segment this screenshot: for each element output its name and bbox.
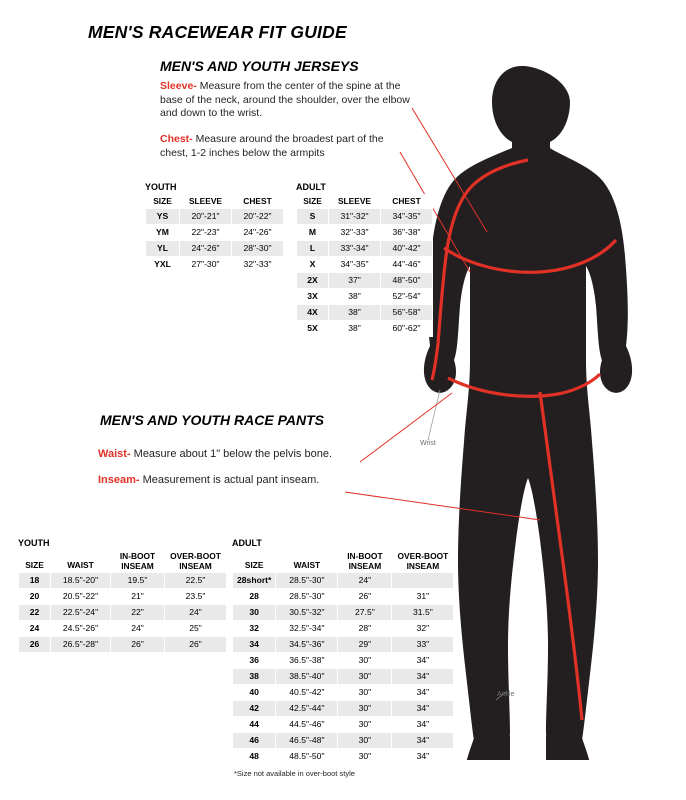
waist-description bbox=[98, 448, 378, 462]
cell-in-boot: 26" bbox=[338, 589, 392, 605]
table-row bbox=[233, 733, 454, 749]
cell-size: 4X bbox=[297, 305, 329, 321]
cell-sleeve: 24"-26" bbox=[180, 241, 232, 257]
cell-in-boot: 29" bbox=[338, 637, 392, 653]
cell-waist: 46.5"-48" bbox=[276, 733, 338, 749]
cell-waist: 38.5"-40" bbox=[276, 669, 338, 685]
ankle-label: Ankle bbox=[497, 691, 515, 698]
cell-size: M bbox=[297, 225, 329, 241]
table-row bbox=[233, 749, 454, 765]
cell-size: 3X bbox=[297, 289, 329, 305]
table-row bbox=[297, 225, 433, 241]
cell-size: 28 bbox=[233, 589, 276, 605]
cell-size: 26 bbox=[19, 637, 51, 653]
adult-jersey-table-body bbox=[297, 209, 433, 337]
youth-pants-table-label: YOUTH bbox=[18, 538, 50, 548]
adult-pants-table-label: ADULT bbox=[232, 538, 262, 548]
youth-pants-table bbox=[18, 550, 227, 653]
adult-jersey-table-wrap bbox=[296, 182, 433, 337]
youth-jersey-table bbox=[145, 194, 284, 273]
col-waist: WAIST bbox=[276, 550, 338, 573]
cell-size: L bbox=[297, 241, 329, 257]
table-row bbox=[233, 669, 454, 685]
cell-in-boot: 27.5" bbox=[338, 605, 392, 621]
cell-over-boot: 34" bbox=[392, 749, 454, 765]
waist-description-text: Measure about 1" below the pelvis bone. bbox=[130, 448, 333, 460]
col-size: SIZE bbox=[19, 550, 51, 573]
cell-in-boot: 30" bbox=[338, 653, 392, 669]
cell-chest: 20"-22" bbox=[232, 209, 284, 225]
cell-over-boot: 23.5" bbox=[165, 589, 227, 605]
cell-over-boot bbox=[392, 573, 454, 589]
waist-keyword: Waist- bbox=[98, 448, 131, 460]
table-row bbox=[19, 573, 227, 589]
cell-size: S bbox=[297, 209, 329, 225]
cell-waist: 28.5"-30" bbox=[276, 573, 338, 589]
table-row bbox=[19, 621, 227, 637]
col-over-boot-inseam bbox=[165, 550, 227, 573]
cell-waist: 48.5"-50" bbox=[276, 749, 338, 765]
adult-jersey-table-label: ADULT bbox=[296, 182, 326, 192]
sleeve-keyword: Sleeve- bbox=[160, 80, 197, 92]
cell-over-boot: 34" bbox=[392, 653, 454, 669]
table-row bbox=[233, 605, 454, 621]
table-row bbox=[19, 589, 227, 605]
cell-size: YXL bbox=[146, 257, 180, 273]
cell-in-boot: 24" bbox=[111, 621, 165, 637]
table-row bbox=[297, 257, 433, 273]
adult-jersey-table bbox=[296, 194, 433, 337]
inseam-description bbox=[98, 474, 388, 488]
cell-chest: 36"-38" bbox=[381, 225, 433, 241]
youth-jersey-table-wrap bbox=[145, 182, 284, 273]
cell-sleeve: 31"-32" bbox=[329, 209, 381, 225]
table-row bbox=[297, 273, 433, 289]
sleeve-description-text: Measure from the center of the spine at the base of the neck, around the shoulder, over the elbow and down to the wrist. bbox=[160, 80, 410, 119]
cell-size: 32 bbox=[233, 621, 276, 637]
cell-sleeve: 38" bbox=[329, 321, 381, 337]
col-in-boot-line1: IN-BOOT bbox=[119, 551, 156, 561]
youth-jersey-table-body bbox=[146, 209, 284, 273]
cell-chest: 44"-46" bbox=[381, 257, 433, 273]
youth-jersey-table-label: YOUTH bbox=[145, 182, 177, 192]
col-size: SIZE bbox=[146, 194, 180, 209]
cell-over-boot: 34" bbox=[392, 685, 454, 701]
cell-size: 46 bbox=[233, 733, 276, 749]
col-chest: CHEST bbox=[232, 194, 284, 209]
cell-in-boot: 26" bbox=[111, 637, 165, 653]
cell-chest: 32"-33" bbox=[232, 257, 284, 273]
cell-over-boot: 34" bbox=[392, 669, 454, 685]
cell-size: 30 bbox=[233, 605, 276, 621]
table-row bbox=[146, 209, 284, 225]
table-row bbox=[19, 605, 227, 621]
cell-over-boot: 31" bbox=[392, 589, 454, 605]
table-row bbox=[233, 637, 454, 653]
cell-chest: 28"-30" bbox=[232, 241, 284, 257]
col-sleeve: SLEEVE bbox=[329, 194, 381, 209]
cell-size: 18 bbox=[19, 573, 51, 589]
wrist-label: Wrist bbox=[420, 440, 436, 447]
table-row bbox=[233, 701, 454, 717]
col-size: SIZE bbox=[233, 550, 276, 573]
cell-size: 2X bbox=[297, 273, 329, 289]
adult-pants-table-body bbox=[233, 573, 454, 765]
cell-size: 20 bbox=[19, 589, 51, 605]
cell-waist: 44.5"-46" bbox=[276, 717, 338, 733]
chest-keyword: Chest- bbox=[160, 133, 193, 145]
cell-in-boot: 28" bbox=[338, 621, 392, 637]
cell-sleeve: 37" bbox=[329, 273, 381, 289]
col-over-boot-line1: OVER-BOOT bbox=[170, 551, 221, 561]
cell-chest: 48"-50" bbox=[381, 273, 433, 289]
chest-description-text: Measure around the broadest part of the chest, 1-2 inches below the armpits bbox=[160, 133, 384, 159]
cell-waist: 36.5"-38" bbox=[276, 653, 338, 669]
cell-in-boot: 30" bbox=[338, 685, 392, 701]
table-header-row bbox=[233, 550, 454, 573]
pants-section-title: MEN'S AND YOUTH RACE PANTS bbox=[100, 412, 324, 428]
table-row bbox=[233, 685, 454, 701]
inseam-keyword: Inseam- bbox=[98, 474, 140, 486]
table-row bbox=[297, 289, 433, 305]
cell-size: 42 bbox=[233, 701, 276, 717]
cell-size: 44 bbox=[233, 717, 276, 733]
cell-waist: 40.5"-42" bbox=[276, 685, 338, 701]
cell-waist: 28.5"-30" bbox=[276, 589, 338, 605]
col-waist: WAIST bbox=[51, 550, 111, 573]
cell-sleeve: 32"-33" bbox=[329, 225, 381, 241]
cell-in-boot: 30" bbox=[338, 717, 392, 733]
cell-over-boot: 34" bbox=[392, 733, 454, 749]
cell-waist: 30.5"-32" bbox=[276, 605, 338, 621]
youth-pants-table-wrap bbox=[18, 538, 227, 653]
table-header-row bbox=[19, 550, 227, 573]
cell-sleeve: 34"-35" bbox=[329, 257, 381, 273]
cell-waist: 32.5"-34" bbox=[276, 621, 338, 637]
cell-over-boot: 25" bbox=[165, 621, 227, 637]
cell-sleeve: 22"-23" bbox=[180, 225, 232, 241]
cell-waist: 18.5"-20" bbox=[51, 573, 111, 589]
cell-waist: 34.5"-36" bbox=[276, 637, 338, 653]
cell-sleeve: 38" bbox=[329, 289, 381, 305]
table-row bbox=[19, 637, 227, 653]
cell-size: YM bbox=[146, 225, 180, 241]
page-title: MEN'S RACEWEAR FIT GUIDE bbox=[88, 22, 347, 42]
table-row bbox=[297, 305, 433, 321]
cell-waist: 24.5"-26" bbox=[51, 621, 111, 637]
cell-in-boot: 19.5" bbox=[111, 573, 165, 589]
cell-over-boot: 34" bbox=[392, 717, 454, 733]
table-row bbox=[297, 209, 433, 225]
col-over-boot-line2: INSEAM bbox=[406, 560, 440, 571]
cell-in-boot: 30" bbox=[338, 669, 392, 685]
cell-size: YL bbox=[146, 241, 180, 257]
cell-chest: 24"-26" bbox=[232, 225, 284, 241]
table-header-row bbox=[146, 194, 284, 209]
cell-size: 34 bbox=[233, 637, 276, 653]
cell-waist: 20.5"-22" bbox=[51, 589, 111, 605]
cell-chest: 52"-54" bbox=[381, 289, 433, 305]
col-sleeve: SLEEVE bbox=[180, 194, 232, 209]
sleeve-description bbox=[160, 80, 420, 121]
col-size: SIZE bbox=[297, 194, 329, 209]
table-row bbox=[146, 241, 284, 257]
cell-size: 36 bbox=[233, 653, 276, 669]
col-over-boot-line1: OVER-BOOT bbox=[397, 551, 449, 561]
cell-chest: 56"-58" bbox=[381, 305, 433, 321]
cell-in-boot: 30" bbox=[338, 701, 392, 717]
col-over-boot-inseam bbox=[392, 550, 454, 573]
cell-sleeve: 27"-30" bbox=[180, 257, 232, 273]
table-row bbox=[297, 321, 433, 337]
table-row bbox=[233, 589, 454, 605]
col-in-boot-inseam bbox=[338, 550, 392, 573]
cell-size: 40 bbox=[233, 685, 276, 701]
col-chest: CHEST bbox=[381, 194, 433, 209]
adult-pants-footnote: *Size not available in over-boot style bbox=[234, 769, 355, 778]
table-header-row bbox=[297, 194, 433, 209]
cell-chest: 40"-42" bbox=[381, 241, 433, 257]
cell-over-boot: 26" bbox=[165, 637, 227, 653]
cell-waist: 42.5"-44" bbox=[276, 701, 338, 717]
cell-in-boot: 24" bbox=[338, 573, 392, 589]
col-over-boot-line2: INSEAM bbox=[179, 560, 212, 571]
cell-over-boot: 33" bbox=[392, 637, 454, 653]
table-row bbox=[297, 241, 433, 257]
cell-size: 5X bbox=[297, 321, 329, 337]
cell-over-boot: 22.5" bbox=[165, 573, 227, 589]
cell-size: YS bbox=[146, 209, 180, 225]
cell-size: 38 bbox=[233, 669, 276, 685]
adult-pants-table bbox=[232, 550, 454, 765]
cell-sleeve: 20"-21" bbox=[180, 209, 232, 225]
cell-in-boot: 30" bbox=[338, 733, 392, 749]
table-row bbox=[233, 653, 454, 669]
cell-size: X bbox=[297, 257, 329, 273]
chest-description bbox=[160, 133, 410, 160]
col-in-boot-inseam bbox=[111, 550, 165, 573]
body-silhouette bbox=[424, 66, 632, 760]
cell-in-boot: 22" bbox=[111, 605, 165, 621]
col-in-boot-line2: INSEAM bbox=[121, 560, 154, 571]
cell-over-boot: 34" bbox=[392, 701, 454, 717]
col-in-boot-line2: INSEAM bbox=[348, 560, 382, 571]
table-row bbox=[233, 621, 454, 637]
cell-size: 48 bbox=[233, 749, 276, 765]
cell-over-boot: 31.5" bbox=[392, 605, 454, 621]
cell-chest: 60"-62" bbox=[381, 321, 433, 337]
cell-size: 22 bbox=[19, 605, 51, 621]
cell-in-boot: 30" bbox=[338, 749, 392, 765]
adult-pants-table-wrap bbox=[232, 538, 454, 778]
table-row bbox=[233, 573, 454, 589]
table-row bbox=[233, 717, 454, 733]
table-row bbox=[146, 257, 284, 273]
jerseys-section-title: MEN'S AND YOUTH JERSEYS bbox=[160, 58, 359, 74]
inseam-description-text: Measurement is actual pant inseam. bbox=[139, 474, 320, 486]
cell-sleeve: 38" bbox=[329, 305, 381, 321]
col-in-boot-line1: IN-BOOT bbox=[347, 551, 383, 561]
cell-in-boot: 21" bbox=[111, 589, 165, 605]
youth-pants-table-body bbox=[19, 573, 227, 653]
cell-size: 24 bbox=[19, 621, 51, 637]
cell-over-boot: 24" bbox=[165, 605, 227, 621]
cell-waist: 22.5"-24" bbox=[51, 605, 111, 621]
cell-over-boot: 32" bbox=[392, 621, 454, 637]
table-row bbox=[146, 225, 284, 241]
cell-size: 28short* bbox=[233, 573, 276, 589]
cell-waist: 26.5"-28" bbox=[51, 637, 111, 653]
cell-chest: 34"-35" bbox=[381, 209, 433, 225]
cell-sleeve: 33"-34" bbox=[329, 241, 381, 257]
